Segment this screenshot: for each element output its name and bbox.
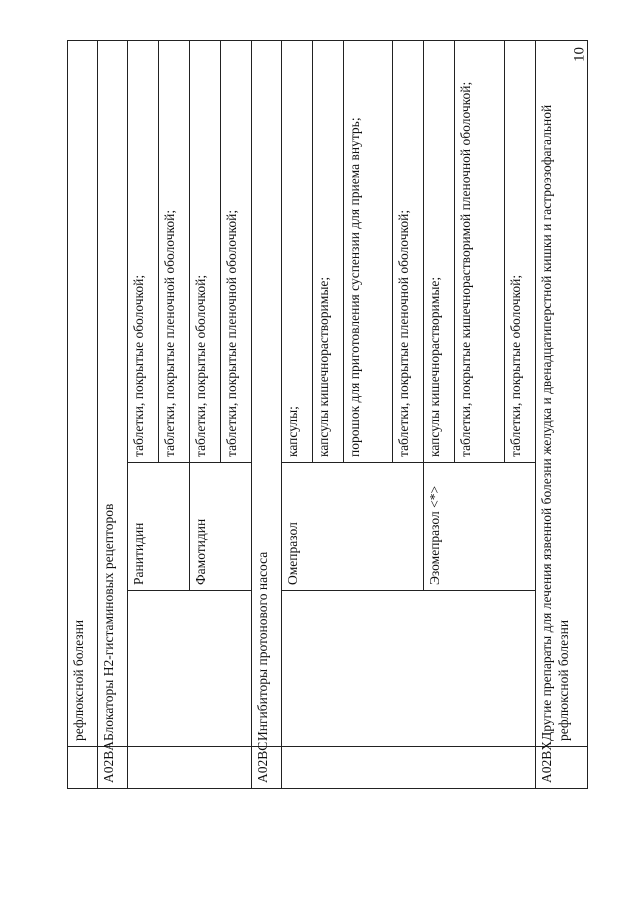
drug-table bbox=[67, 40, 588, 789]
group-cell bbox=[455, 591, 505, 747]
code-cell: A02BX bbox=[536, 747, 588, 789]
code-cell bbox=[505, 747, 536, 789]
code-cell bbox=[68, 747, 98, 789]
code-cell bbox=[190, 747, 221, 789]
drug-name-cell bbox=[393, 463, 424, 591]
code-cell bbox=[159, 747, 190, 789]
dosage-form-cell: порошок для приготовления суспензии для приема внутрь; bbox=[344, 41, 393, 463]
table-row bbox=[221, 41, 252, 789]
drug-name-cell: Омепразол bbox=[282, 463, 313, 591]
dosage-form-cell: таблетки, покрытые оболочкой; bbox=[505, 41, 536, 463]
code-cell: A02BC bbox=[252, 747, 282, 789]
group-cell: Блокаторы Н2-гистаминовых рецепторов bbox=[98, 41, 128, 747]
code-cell bbox=[393, 747, 424, 789]
drug-name-cell bbox=[221, 463, 252, 591]
group-cell bbox=[221, 591, 252, 747]
table-row bbox=[128, 41, 159, 789]
group-cell bbox=[393, 591, 424, 747]
drug-name-cell bbox=[313, 463, 344, 591]
drug-name-cell bbox=[455, 463, 505, 591]
code-cell bbox=[128, 747, 159, 789]
group-cell bbox=[128, 591, 159, 747]
group-cell bbox=[344, 591, 393, 747]
group-cell bbox=[282, 591, 313, 747]
table-row bbox=[252, 41, 282, 789]
table-container bbox=[67, 41, 571, 789]
page-number: 10 bbox=[571, 47, 588, 62]
table-row bbox=[536, 41, 588, 789]
drug-name-cell: Фамотидин bbox=[190, 463, 221, 591]
table-row bbox=[68, 41, 98, 789]
table-row bbox=[393, 41, 424, 789]
dosage-form-cell: таблетки, покрытые пленочной оболочкой; bbox=[221, 41, 252, 463]
table-row bbox=[98, 41, 128, 789]
group-cell bbox=[159, 591, 190, 747]
drug-name-cell bbox=[505, 463, 536, 591]
drug-name-cell bbox=[344, 463, 393, 591]
group-cell bbox=[505, 591, 536, 747]
dosage-form-cell: таблетки, покрытые пленочной оболочкой; bbox=[159, 41, 190, 463]
table-row bbox=[190, 41, 221, 789]
group-cell bbox=[190, 591, 221, 747]
table-row bbox=[159, 41, 190, 789]
dosage-form-cell: таблетки, покрытые пленочной оболочкой; bbox=[393, 41, 424, 463]
group-cell: рефлюксной болезни bbox=[68, 41, 98, 747]
code-cell bbox=[282, 747, 313, 789]
dosage-form-cell: таблетки, покрытые оболочкой; bbox=[190, 41, 221, 463]
code-cell bbox=[221, 747, 252, 789]
table-row bbox=[313, 41, 344, 789]
dosage-form-cell: капсулы; bbox=[282, 41, 313, 463]
code-cell: A02BA bbox=[98, 747, 128, 789]
code-cell bbox=[455, 747, 505, 789]
dosage-form-cell: таблетки, покрытые оболочкой; bbox=[128, 41, 159, 463]
dosage-form-cell: таблетки, покрытые кишечнорастворимой пленочной оболочкой; bbox=[455, 41, 505, 463]
group-cell: Другие препараты для лечения язвенной болезни желудка и двенадцатиперстной кишки и гастроэзофагальной рефлюксной болезни bbox=[536, 41, 588, 747]
table-row bbox=[424, 41, 455, 789]
drug-name-cell: Эзомепразол <*> bbox=[424, 463, 455, 591]
table-row bbox=[282, 41, 313, 789]
group-cell: Ингибиторы протонового насоса bbox=[252, 41, 282, 747]
dosage-form-cell: капсулы кишечнорастворимые; bbox=[313, 41, 344, 463]
group-cell bbox=[313, 591, 344, 747]
code-cell bbox=[344, 747, 393, 789]
code-cell bbox=[313, 747, 344, 789]
dosage-form-cell: капсулы кишечнорастворимые; bbox=[424, 41, 455, 463]
table-row bbox=[505, 41, 536, 789]
drug-name-cell: Ранитидин bbox=[128, 463, 159, 591]
code-cell bbox=[424, 747, 455, 789]
table-row bbox=[455, 41, 505, 789]
table-row bbox=[344, 41, 393, 789]
group-cell bbox=[424, 591, 455, 747]
drug-name-cell bbox=[159, 463, 190, 591]
